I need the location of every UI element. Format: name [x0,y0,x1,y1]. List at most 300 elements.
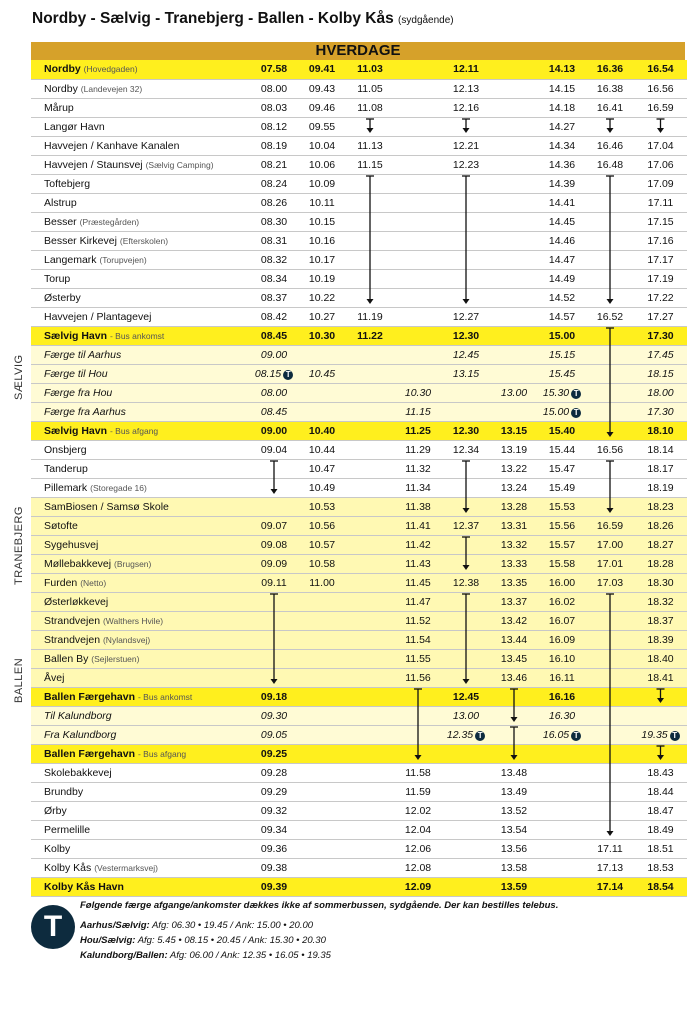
departure-time [394,345,442,364]
stop-name: Åvej [31,668,250,687]
departure-time: 16.09 [538,630,586,649]
departure-time: 13.00 [442,706,490,725]
departure-time: 10.04 [298,136,346,155]
departure-time: 17.11 [586,839,634,858]
departure-time: 10.58 [298,554,346,573]
stop-name: Ørby [31,801,250,820]
departure-time: 11.19 [346,307,394,326]
departure-time [394,98,442,117]
departure-time [586,649,634,668]
table-row [31,117,687,136]
departure-time: 11.47 [394,592,442,611]
departure-time: 13.48 [490,763,538,782]
departure-time: 10.09 [298,174,346,193]
departure-time [586,459,634,478]
departure-time [490,364,538,383]
departure-time: 11.00 [298,573,346,592]
day-type-banner: HVERDAGE [31,42,685,60]
departure-time: 13.59 [490,877,538,896]
departure-time [538,858,586,877]
footer-line: Kalundborg/Ballen: Afg: 06.00 / Ank: 12.35 • 16.05 • 19.35 [80,950,331,961]
table-row [31,288,687,307]
departure-time [394,269,442,288]
departure-time [490,136,538,155]
departure-time: 09.38 [250,858,298,877]
departure-time [394,744,442,763]
departure-time [346,212,394,231]
table-row [31,231,687,250]
departure-time [586,801,634,820]
departure-time: 18.54 [634,877,687,896]
departure-time: 14.36 [538,155,586,174]
departure-time: 16.05 T [538,725,586,744]
stop-name: Færge til Hou [31,364,250,383]
departure-time: 10.57 [298,535,346,554]
departure-time [346,592,394,611]
table-row [31,459,687,478]
departure-time [538,839,586,858]
table-row [31,706,687,725]
table-row [31,193,687,212]
departure-time: 12.37 [442,516,490,535]
departure-time [250,649,298,668]
departure-time: 08.34 [250,269,298,288]
departure-time: 11.43 [394,554,442,573]
departure-time: 18.43 [634,763,687,782]
departure-time: 12.21 [442,136,490,155]
departure-time [442,383,490,402]
departure-time: 17.16 [634,231,687,250]
departure-time: 09.11 [250,573,298,592]
departure-time: 18.39 [634,630,687,649]
departure-time: 11.03 [346,60,394,79]
departure-time: 13.35 [490,573,538,592]
route-direction: (sydgående) [398,15,454,26]
departure-time: 11.08 [346,98,394,117]
departure-time [346,193,394,212]
departure-time: 12.11 [442,60,490,79]
departure-time [298,782,346,801]
departure-time [490,269,538,288]
departure-time [442,858,490,877]
stop-note: (Walthers Hvile) [102,615,164,626]
departure-time: 18.44 [634,782,687,801]
departure-time [394,326,442,345]
stop-note: (Brugsen) [114,558,152,569]
departure-time [346,459,394,478]
departure-time [442,554,490,573]
departure-time [586,820,634,839]
table-row [31,858,687,877]
stop-name: Ballen By (Sejlerstuen) [31,649,250,668]
departure-time [298,820,346,839]
stop-name: Sælvig Havn - Bus ankomst [31,326,250,345]
departure-time: 08.24 [250,174,298,193]
departure-time [586,478,634,497]
departure-time [490,155,538,174]
departure-time: 10.15 [298,212,346,231]
departure-time [538,782,586,801]
telebus-icon: T [571,408,581,418]
side-label-ballen: BALLEN [13,657,25,703]
departure-time [394,193,442,212]
table-row [31,307,687,326]
stop-note: (Vestermarksvej) [94,862,158,873]
departure-time: 16.02 [538,592,586,611]
departure-time: 18.26 [634,516,687,535]
departure-time: 11.15 [346,155,394,174]
departure-time [586,383,634,402]
departure-time: 11.56 [394,668,442,687]
departure-time [394,706,442,725]
departure-time [490,402,538,421]
table-row [31,554,687,573]
departure-time [394,307,442,326]
departure-time: 08.19 [250,136,298,155]
departure-time: 18.19 [634,478,687,497]
departure-time: 17.01 [586,554,634,573]
departure-time [442,763,490,782]
departure-time [298,687,346,706]
departure-time [394,250,442,269]
departure-time: 14.45 [538,212,586,231]
departure-time: 17.14 [586,877,634,896]
telebus-icon: T [571,731,581,741]
stop-name: Besser Kirkevej (Efterskolen) [31,231,250,250]
table-row [31,725,687,744]
departure-time [394,725,442,744]
departure-time: 09.41 [298,60,346,79]
departure-time: 11.41 [394,516,442,535]
stop-note: (Landevejen 32) [80,83,143,94]
departure-time: 09.55 [298,117,346,136]
departure-time: 14.49 [538,269,586,288]
departure-time [634,687,687,706]
departure-time [250,497,298,516]
departure-time: 10.16 [298,231,346,250]
departure-time [442,820,490,839]
route-title: Nordby - Sælvig - Tranebjerg - Ballen - Kolby Kås [32,10,394,27]
departure-time [346,839,394,858]
departure-time [346,421,394,440]
stop-name: Havvejen / Staunsvej (Sælvig Camping) [31,155,250,174]
departure-time [394,174,442,193]
departure-time: 17.09 [634,174,687,193]
departure-time [346,383,394,402]
departure-time [586,288,634,307]
table-row [31,326,687,345]
departure-time [346,364,394,383]
departure-time: 16.38 [586,79,634,98]
departure-time [346,820,394,839]
departure-time [442,250,490,269]
departure-time: 13.54 [490,820,538,839]
stop-note: - Bus ankomst [137,691,193,702]
departure-time: 15.47 [538,459,586,478]
departure-time [346,345,394,364]
departure-time [298,649,346,668]
departure-time [298,345,346,364]
departure-time: 10.53 [298,497,346,516]
departure-time: 18.14 [634,440,687,459]
table-row [31,592,687,611]
departure-time [394,136,442,155]
departure-time [442,782,490,801]
stop-name: Til Kalundborg [31,706,250,725]
departure-time: 17.30 [634,402,687,421]
departure-time [586,687,634,706]
departure-time: 10.44 [298,440,346,459]
table-row [31,402,687,421]
stop-name: Toftebjerg [31,174,250,193]
departure-time [586,744,634,763]
departure-time: 17.19 [634,269,687,288]
departure-time [442,459,490,478]
departure-time: 10.49 [298,478,346,497]
table-row [31,782,687,801]
departure-time: 08.31 [250,231,298,250]
departure-time: 17.11 [634,193,687,212]
departure-time: 13.33 [490,554,538,573]
departure-time [346,744,394,763]
departure-time [586,402,634,421]
departure-time [490,193,538,212]
departure-time: 15.00 [538,326,586,345]
departure-time: 07.58 [250,60,298,79]
departure-time: 09.46 [298,98,346,117]
departure-time: 09.00 [250,421,298,440]
departure-time: 13.44 [490,630,538,649]
departure-time: 13.46 [490,668,538,687]
departure-time [346,269,394,288]
stop-name: Langør Havn [31,117,250,136]
departure-time: 18.15 [634,364,687,383]
departure-time [442,231,490,250]
table-row [31,649,687,668]
page-title [32,10,454,28]
departure-time: 18.40 [634,649,687,668]
departure-time [442,592,490,611]
departure-time [490,725,538,744]
departure-time [346,516,394,535]
departure-time: 13.31 [490,516,538,535]
departure-time: 11.22 [346,326,394,345]
departure-time: 11.05 [346,79,394,98]
stop-name: Havvejen / Kanhave Kanalen [31,136,250,155]
departure-time: 11.25 [394,421,442,440]
departure-time: 18.10 [634,421,687,440]
footer-ferry-times [80,918,331,963]
departure-time: 14.13 [538,60,586,79]
stop-name: Nordby (Landevejen 32) [31,79,250,98]
departure-time: 11.52 [394,611,442,630]
departure-time [442,801,490,820]
departure-time: 18.27 [634,535,687,554]
departure-time [394,231,442,250]
departure-time [346,250,394,269]
departure-time: 16.56 [586,440,634,459]
departure-time [634,706,687,725]
stop-name: Nordby (Hovedgaden) [31,60,250,79]
stop-note: (Nylandsvej) [102,634,151,645]
table-row [31,497,687,516]
departure-time [442,877,490,896]
table-row [31,136,687,155]
stop-note: (Storegade 16) [90,482,147,493]
departure-time [298,877,346,896]
departure-time [346,725,394,744]
departure-time: 12.34 [442,440,490,459]
departure-time [490,744,538,763]
table-row [31,440,687,459]
departure-time [586,668,634,687]
departure-time [586,326,634,345]
departure-time [298,744,346,763]
departure-time [586,763,634,782]
table-row [31,345,687,364]
departure-time [250,630,298,649]
departure-time: 10.56 [298,516,346,535]
departure-time: 08.26 [250,193,298,212]
departure-time: 18.23 [634,497,687,516]
departure-time [346,801,394,820]
departure-time [490,60,538,79]
departure-time [490,250,538,269]
departure-time [442,630,490,649]
table-row [31,535,687,554]
departure-time [538,820,586,839]
departure-time: 12.04 [394,820,442,839]
departure-time [346,649,394,668]
departure-time [490,687,538,706]
departure-time: 13.28 [490,497,538,516]
departure-time: 18.53 [634,858,687,877]
departure-time [490,345,538,364]
departure-time [586,611,634,630]
table-row [31,98,687,117]
departure-time: 18.17 [634,459,687,478]
departure-time: 12.35 T [442,725,490,744]
departure-time: 09.18 [250,687,298,706]
departure-time: 09.43 [298,79,346,98]
departure-time: 09.07 [250,516,298,535]
departure-time: 14.41 [538,193,586,212]
departure-time [586,345,634,364]
stop-name: Kolby [31,839,250,858]
departure-time: 13.22 [490,459,538,478]
table-row [31,79,687,98]
stop-name: Sælvig Havn - Bus afgang [31,421,250,440]
departure-time [586,231,634,250]
departure-time [490,288,538,307]
departure-time: 09.04 [250,440,298,459]
departure-time: 16.36 [586,60,634,79]
departure-time [346,877,394,896]
departure-time: 13.19 [490,440,538,459]
departure-time [586,117,634,136]
departure-time [586,174,634,193]
table-row [31,250,687,269]
departure-time: 11.59 [394,782,442,801]
table-row [31,820,687,839]
departure-time [346,858,394,877]
departure-time [586,212,634,231]
departure-time: 19.35 T [634,725,687,744]
departure-time: 10.30 [394,383,442,402]
stop-name: Langemark (Torupvejen) [31,250,250,269]
departure-time [586,364,634,383]
departure-time: 11.29 [394,440,442,459]
departure-time [346,668,394,687]
departure-time [394,79,442,98]
departure-time: 13.42 [490,611,538,630]
telebus-icon: T [475,731,485,741]
departure-time: 17.03 [586,573,634,592]
departure-time: 10.19 [298,269,346,288]
departure-time [250,592,298,611]
departure-time [298,858,346,877]
departure-time: 16.07 [538,611,586,630]
departure-time [490,212,538,231]
stop-name: Søtofte [31,516,250,535]
departure-time: 08.32 [250,250,298,269]
departure-time [394,155,442,174]
departure-time: 17.27 [634,307,687,326]
departure-time: 11.55 [394,649,442,668]
departure-time [490,326,538,345]
departure-time: 10.11 [298,193,346,212]
departure-time [346,782,394,801]
departure-time: 15.57 [538,535,586,554]
departure-time: 12.23 [442,155,490,174]
departure-time: 09.29 [250,782,298,801]
departure-time [250,478,298,497]
departure-time [442,174,490,193]
departure-time: 12.09 [394,877,442,896]
departure-time: 18.41 [634,668,687,687]
departure-time: 18.51 [634,839,687,858]
departure-time [442,668,490,687]
departure-time [346,478,394,497]
departure-time: 17.15 [634,212,687,231]
departure-time: 15.53 [538,497,586,516]
departure-time [298,725,346,744]
departure-time: 09.00 [250,345,298,364]
departure-time: 10.22 [298,288,346,307]
departure-time [250,611,298,630]
departure-time: 16.48 [586,155,634,174]
departure-time: 12.45 [442,345,490,364]
stop-name: Permelille [31,820,250,839]
departure-time: 17.45 [634,345,687,364]
table-row [31,839,687,858]
departure-time [298,668,346,687]
departure-time: 12.16 [442,98,490,117]
departure-time [346,174,394,193]
departure-time: 17.04 [634,136,687,155]
departure-time: 15.49 [538,478,586,497]
stop-name: Skolebakkevej [31,763,250,782]
departure-time: 13.56 [490,839,538,858]
departure-time [586,421,634,440]
departure-time [394,212,442,231]
footer-line: Aarhus/Sælvig: Afg: 06.30 • 19.45 / Ank: 15.00 • 20.00 [80,920,314,931]
departure-time: 18.47 [634,801,687,820]
departure-time [490,231,538,250]
departure-time [298,706,346,725]
table-row [31,744,687,763]
stop-note: (Netto) [80,577,107,588]
